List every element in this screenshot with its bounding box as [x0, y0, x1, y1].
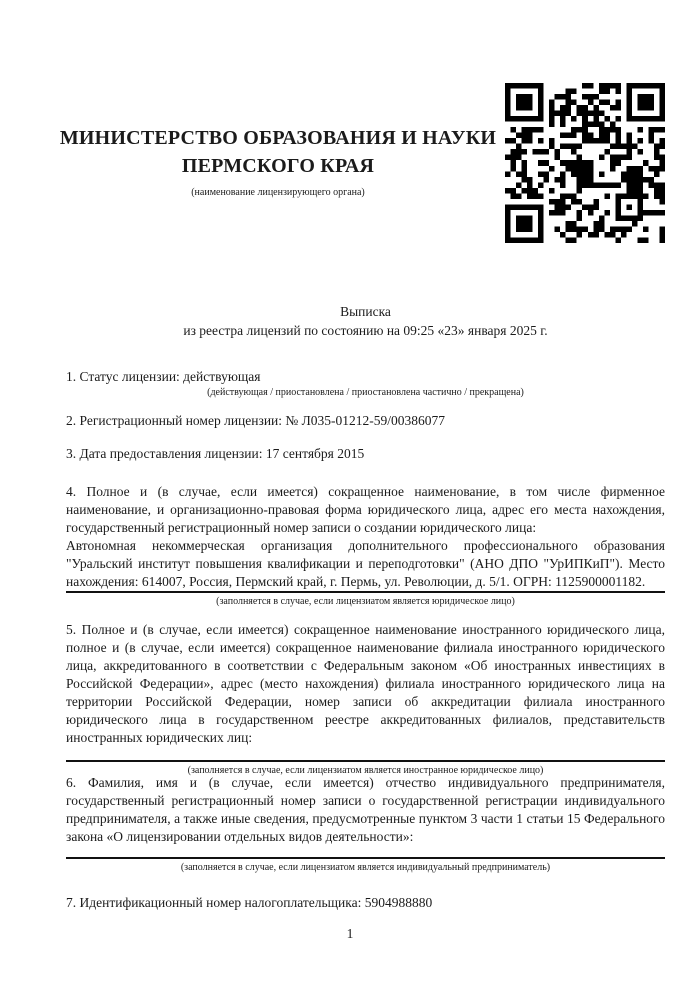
licensing-authority-header	[50, 124, 506, 199]
item-1-caption: (действующая / приостановлена / приостановлена частично / прекращена)	[207, 387, 524, 398]
item-5-caption: (заполняется в случае, если лицензиатом является иностранное юридическое лицо)	[187, 765, 544, 776]
ministry-name-line2: ПЕРМСКОГО КРАЯ	[181, 155, 375, 177]
item-6-individual-entrepreneur	[66, 774, 665, 874]
document-title	[66, 302, 665, 340]
item-4-legal-entity	[66, 483, 665, 608]
page-number: 1	[346, 926, 354, 941]
ministry-name-line1: МИНИСТЕРСТВО ОБРАЗОВАНИЯ И НАУКИ	[59, 127, 497, 149]
item-5-foreign-legal-entity	[66, 621, 665, 777]
qr-code-icon	[505, 83, 665, 243]
item-6-question: 6. Фамилия, имя и (в случае, если имеется) отчество индивидуального предпринимателя, государственный регистрационный номер записи о государственной регистрации индивидуального предпринимателя, а также иные сведения, предусмотренные пунктом 3 части 1 статьи 15 Федерального закона «О лицензировании отдельных видов деятельности»:	[66, 775, 665, 844]
item-5-question: 5. Полное и (в случае, если имеется) сокращенное наименование иностранного юридического лица, полное и (в случае, если имеется) сокращенное наименование филиала иностранного юридического лица, аккредитованного в соответствии с Федеральным законом «Об иностранных инвестициях в Российской Федерации», адрес (место нахождения) филиала иностранного юридического лица на территории Российской Федерации, номер записи об аккредитации филиала иностранного юридического лица в государственном реестре аккредитованных филиалов, представительств иностранных юридических лиц:	[66, 622, 665, 745]
document-title-line1: Выписка	[340, 304, 391, 319]
item-6-underline	[66, 857, 665, 859]
item-5-underline	[66, 760, 665, 762]
item-2-registration-number: 2. Регистрационный номер лицензии: № Л035-01212-59/00386077	[66, 413, 446, 428]
item-4-answer: Автономная некоммерческая организация дополнительного профессионального образования "Уральский институт повышения квалификации и переподготовки" (АНО ДПО "УрИПКиП"). Место нахождения: 614007, Россия, Пермский край, г. Пермь, ул. Революции, д. 5/1. ОГРН: 1125900001182.	[66, 538, 665, 589]
item-3-license-grant-date: 3. Дата предоставления лицензии: 17 сентября 2015	[66, 446, 365, 461]
ministry-name-caption: (наименование лицензирующего органа)	[191, 187, 365, 198]
item-6-caption: (заполняется в случае, если лицензиатом является индивидуальный предприниматель)	[180, 862, 551, 873]
item-4-underline	[66, 591, 665, 593]
item-1-license-status: 1. Статус лицензии: действующая	[66, 369, 261, 384]
item-7-taxpayer-id: 7. Идентификационный номер налогоплательщика: 5904988880	[66, 895, 433, 910]
item-4-question: 4. Полное и (в случае, если имеется) сокращенное наименование, в том числе фирменное наименование, и организационно-правовая форма юридического лица, адрес его места нахождения, государственный регистрационный номер записи о создании юридического лица:	[66, 484, 665, 535]
item-4-caption: (заполняется в случае, если лицензиатом является юридическое лицо)	[216, 596, 515, 607]
document-title-line2: из реестра лицензий по состоянию на 09:25 «23» января 2025 г.	[183, 323, 548, 338]
